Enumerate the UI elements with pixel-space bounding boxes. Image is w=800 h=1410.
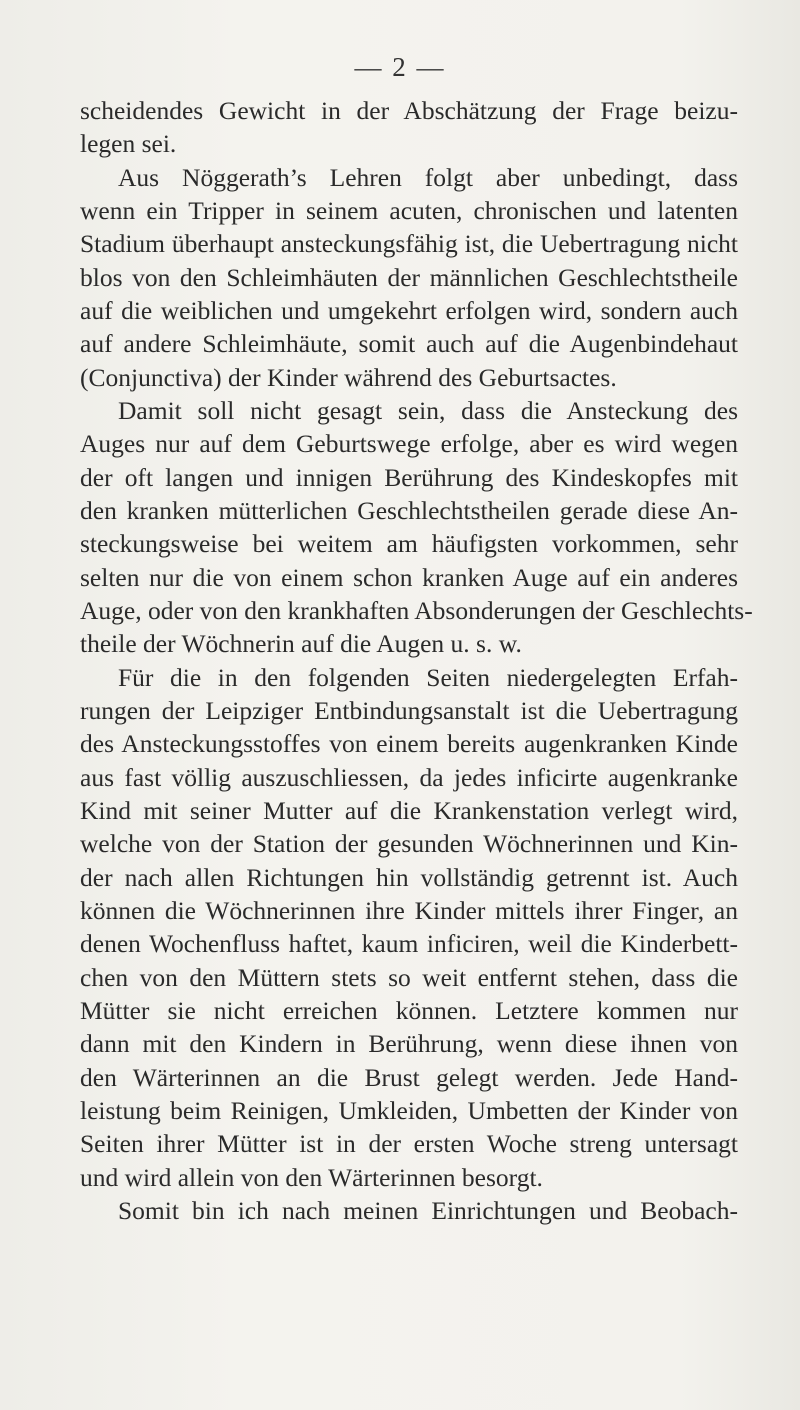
text-line: der nach allen Richtungen hin vollständig getrennt ist. Auch bbox=[80, 862, 738, 892]
text-line: steckungsweise bei weitem am häufigsten vorkommen, sehr bbox=[80, 529, 738, 559]
page-number: — 2 — bbox=[354, 52, 446, 82]
text-line: den Wärterinnen an die Brust gelegt werden. Jede Hand- bbox=[80, 1062, 738, 1092]
body-text bbox=[80, 94, 753, 1227]
text-line: Aus Nöggerath’s Lehren folgt aber unbedingt, dass bbox=[118, 162, 738, 192]
paragraph bbox=[80, 394, 753, 661]
text-line: Mütter sie nicht erreichen können. Letztere kommen nur bbox=[80, 995, 738, 1025]
text-line: wenn ein Tripper in seinem acuten, chronischen und latenten bbox=[80, 195, 738, 225]
text-line: legen sei. bbox=[80, 129, 177, 159]
text-line: dann mit den Kindern in Berührung, wenn diese ihnen von bbox=[80, 1029, 738, 1059]
text-line: Stadium überhaupt ansteckungsfähig ist, die Uebertragung nicht bbox=[80, 229, 738, 259]
text-line: selten nur die von einem schon kranken Auge auf ein anderes bbox=[80, 562, 738, 592]
text-line: theile der Wöchnerin auf die Augen u. s. w. bbox=[80, 629, 522, 659]
paragraph bbox=[80, 94, 738, 161]
text-line: des Ansteckungsstoffes von einem bereits augenkranken Kinde bbox=[80, 729, 738, 759]
text-line: leistung beim Reinigen, Umkleiden, Umbetten der Kinder von bbox=[80, 1095, 738, 1125]
text-line: scheidendes Gewicht in der Abschätzung der Frage beizu- bbox=[80, 96, 738, 125]
text-line: Kind mit seiner Mutter auf die Krankenstation verlegt wird, bbox=[80, 795, 738, 825]
text-line: können die Wöchnerinnen ihre Kinder mittels ihrer Finger, an bbox=[80, 895, 738, 925]
text-line: chen von den Müttern stets so weit entfernt stehen, dass die bbox=[80, 962, 738, 992]
text-line: blos von den Schleimhäuten der männlichen Geschlechtstheile bbox=[80, 262, 738, 292]
text-line: Für die in den folgenden Seiten niedergelegten Erfah- bbox=[118, 662, 738, 692]
text-line: auf die weiblichen und umgekehrt erfolgen wird, sondern auch bbox=[80, 295, 738, 325]
text-line: (Conjunctiva) der Kinder während des Geburtsactes. bbox=[80, 362, 617, 392]
text-line: Damit soll nicht gesagt sein, dass die Ansteckung des bbox=[118, 395, 738, 425]
text-line: Auges nur auf dem Geburtswege erfolge, aber es wird wegen bbox=[80, 429, 738, 459]
text-line: Seiten ihrer Mütter ist in der ersten Woche streng untersagt bbox=[80, 1129, 738, 1159]
text-line: und wird allein von den Wärterinnen besorgt. bbox=[80, 1162, 543, 1192]
paragraph bbox=[80, 661, 738, 1194]
text-line: aus fast völlig auszuschliessen, da jedes inficirte augenkranke bbox=[80, 762, 738, 792]
paragraph bbox=[80, 161, 738, 394]
text-line: Auge, oder von den krankhaften Absonderungen der Geschlechts- bbox=[80, 595, 753, 625]
text-line: den kranken mütterlichen Geschlechtstheilen gerade diese An- bbox=[80, 495, 738, 525]
paragraph bbox=[80, 1194, 738, 1227]
text-line: rungen der Leipziger Entbindungsanstalt ist die Uebertragung bbox=[80, 695, 738, 725]
text-line: denen Wochenfluss haftet, kaum inficiren, weil die Kinderbett- bbox=[80, 929, 738, 959]
text-line: welche von der Station der gesunden Wöchnerinnen und Kin- bbox=[80, 829, 738, 859]
text-line: der oft langen und innigen Berührung des Kindeskopfes mit bbox=[80, 462, 738, 492]
text-line: Somit bin ich nach meinen Einrichtungen und Beobach- bbox=[118, 1195, 738, 1225]
text-line: auf andere Schleimhäute, somit auch auf die Augenbindehaut bbox=[80, 329, 738, 359]
